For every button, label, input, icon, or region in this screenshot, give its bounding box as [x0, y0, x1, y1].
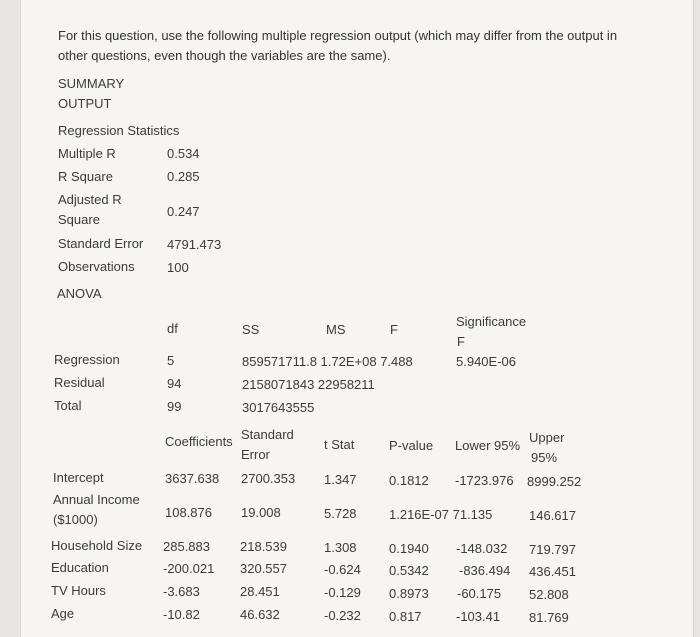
- stat-label-observations: Observations: [58, 259, 135, 274]
- coef-upper-education: 436.451: [529, 564, 576, 579]
- stat-value-observations: 100: [167, 260, 189, 275]
- coef-t-intercept: 1.347: [324, 472, 357, 487]
- coef-value-intercept: 3637.638: [165, 471, 220, 486]
- coef-header-t-stat: t Stat: [324, 437, 355, 452]
- coef-p-age: 0.817: [389, 609, 422, 624]
- coef-lower-household-size: -148.032: [456, 541, 508, 556]
- coef-value-tv-hours: -3.683: [163, 584, 200, 599]
- anova-df-regression: 5: [167, 353, 175, 368]
- coef-label-annual-income-line2: ($1000): [53, 512, 98, 527]
- coef-label-intercept: Intercept: [53, 470, 104, 485]
- anova-header-ms: MS: [326, 322, 346, 337]
- coef-header-upper-95-line2: 95%: [531, 450, 558, 465]
- coef-value-household-size: 285.883: [163, 539, 210, 554]
- coef-header-coefficients: Coefficients: [165, 434, 233, 449]
- coef-lower-education: -836.494: [459, 563, 511, 578]
- coef-header-standard-error-line1: Standard: [241, 427, 294, 442]
- coef-lower-tv-hours: -60.175: [457, 586, 502, 601]
- summary-title-line2: OUTPUT: [58, 96, 112, 111]
- coef-header-standard-error-line2: Error: [241, 447, 270, 462]
- coef-upper-household-size: 719.797: [529, 542, 576, 557]
- anova-label-total: Total: [54, 398, 82, 413]
- anova-ss-ms-residual: 2158071843 22958211: [242, 377, 375, 392]
- question-page: [20, 0, 694, 637]
- anova-header-significance-line2: F: [457, 334, 465, 349]
- coef-upper-annual-income: 146.617: [529, 508, 576, 523]
- coef-se-age: 46.632: [240, 607, 280, 622]
- coef-upper-intercept: 8999.252: [527, 474, 582, 489]
- coef-value-education: -200.021: [163, 561, 215, 576]
- coef-upper-age: 81.769: [529, 610, 569, 625]
- stat-label-standard-error: Standard Error: [58, 236, 144, 251]
- stat-value-multiple-r: 0.534: [167, 146, 200, 161]
- stat-label-multiple-r: Multiple R: [58, 146, 116, 161]
- anova-significance-regression: 5.940E-06: [456, 354, 516, 369]
- coef-p-tv-hours: 0.8973: [389, 586, 429, 601]
- coef-t-education: -0.624: [324, 562, 361, 577]
- anova-label-residual: Residual: [54, 375, 105, 390]
- coef-upper-tv-hours: 52.808: [529, 587, 569, 602]
- stat-label-r-square: R Square: [58, 169, 113, 184]
- coef-value-annual-income: 108.876: [165, 505, 212, 520]
- coef-lower-intercept: -1723.976: [455, 473, 514, 488]
- stat-label-adjusted-r-line2: Square: [58, 212, 100, 227]
- coef-p-lower-annual-income: 1.216E-07 71.135: [389, 507, 493, 522]
- anova-header-significance-line1: Significance: [456, 314, 527, 329]
- coef-p-household-size: 0.1940: [389, 541, 429, 556]
- stat-value-standard-error: 4791.473: [167, 237, 222, 252]
- anova-df-total: 99: [167, 399, 182, 414]
- coef-se-education: 320.557: [240, 561, 287, 576]
- coef-label-annual-income-line1: Annual Income: [53, 492, 140, 507]
- coef-lower-age: -103.41: [456, 609, 501, 624]
- coef-t-household-size: 1.308: [324, 540, 357, 555]
- coef-value-age: -10.82: [163, 607, 200, 622]
- coef-t-tv-hours: -0.129: [324, 585, 361, 600]
- regression-statistics-title: Regression Statistics: [58, 123, 180, 138]
- coef-t-age: -0.232: [324, 608, 361, 623]
- question-intro: For this question, use the following multiple regression output (which may differ from the output in other questions, even though the variables are the same).: [58, 28, 618, 63]
- coef-se-household-size: 218.539: [240, 539, 287, 554]
- coef-t-annual-income: 5.728: [324, 506, 357, 521]
- stat-value-r-square: 0.285: [167, 169, 200, 184]
- anova-header-f: F: [390, 322, 398, 337]
- stat-label-adjusted-r-line1: Adjusted R: [58, 192, 122, 207]
- coef-header-lower-95: Lower 95%: [455, 438, 521, 453]
- anova-label-regression: Regression: [54, 352, 120, 367]
- coef-p-intercept: 0.1812: [389, 473, 429, 488]
- coef-header-p-value: P-value: [389, 438, 434, 453]
- anova-header-df: df: [167, 321, 178, 336]
- coef-label-age: Age: [51, 606, 75, 621]
- anova-ss-ms-f-regression: 859571711.8 1.72E+08 7.488: [242, 354, 413, 369]
- coef-se-intercept: 2700.353: [241, 471, 296, 486]
- anova-title: ANOVA: [57, 286, 102, 301]
- coef-p-education: 0.5342: [389, 563, 429, 578]
- summary-title-line1: SUMMARY: [58, 76, 125, 91]
- coef-se-annual-income: 19.008: [241, 505, 281, 520]
- anova-ss-total: 3017643555: [242, 400, 315, 415]
- coef-header-upper-95-line1: Upper: [529, 430, 565, 445]
- coef-label-tv-hours: TV Hours: [51, 583, 106, 598]
- anova-df-residual: 94: [167, 376, 182, 391]
- coef-label-education: Education: [51, 560, 109, 575]
- anova-header-ss: SS: [242, 322, 260, 337]
- stat-value-adjusted-r: 0.247: [167, 204, 200, 219]
- coef-label-household-size: Household Size: [51, 538, 143, 553]
- coef-se-tv-hours: 28.451: [240, 584, 280, 599]
